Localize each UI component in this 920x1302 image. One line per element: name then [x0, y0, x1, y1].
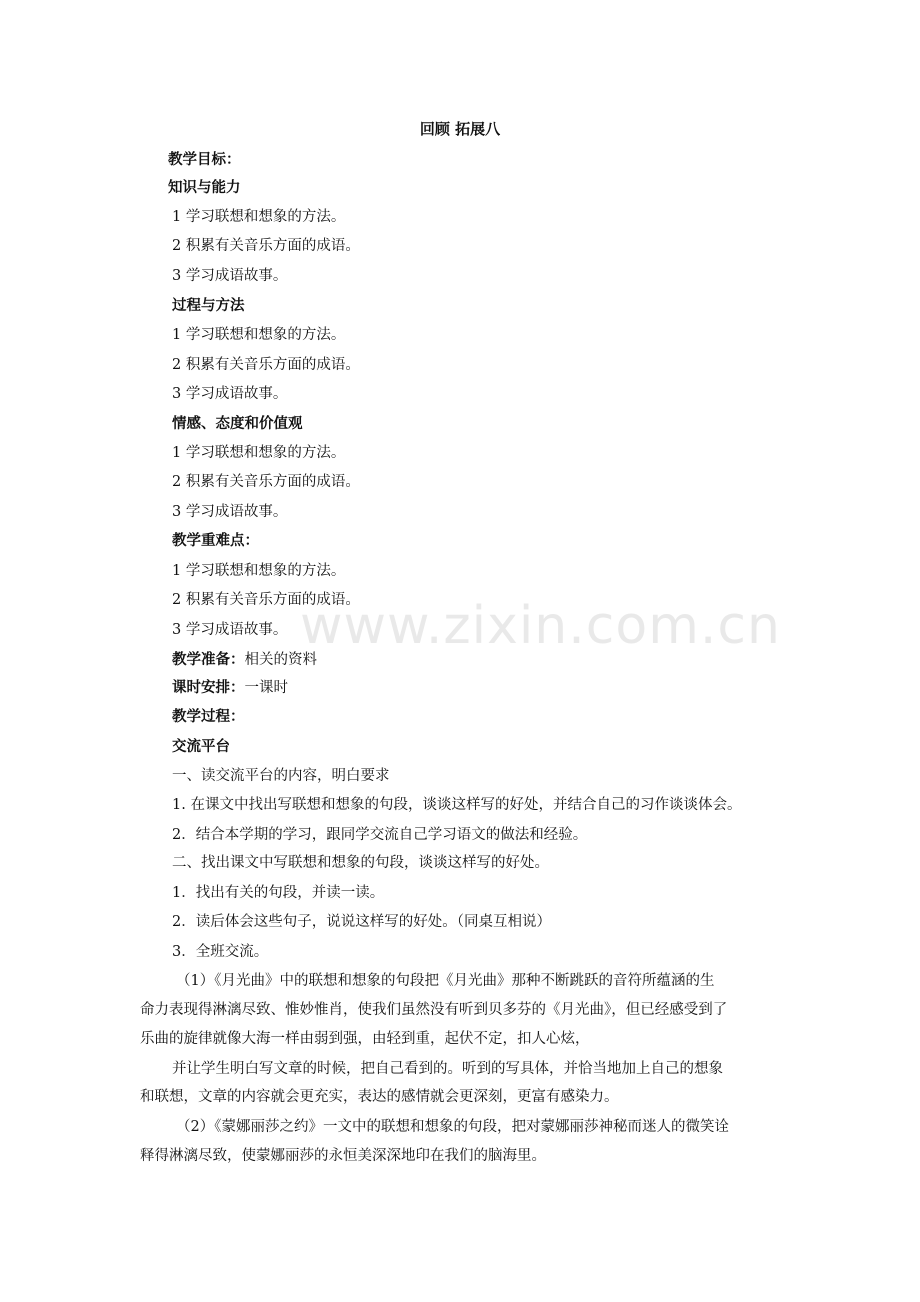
- line-text: 3 学习成语故事。: [172, 386, 288, 402]
- line-text: 2 积累有关音乐方面的成语。: [172, 238, 360, 254]
- text-line: [172, 942, 268, 962]
- text-line: [140, 1029, 590, 1049]
- line-text: 相关的资料: [244, 652, 317, 668]
- line-text: 一、读交流平台的内容，明白要求: [172, 768, 390, 784]
- line-heading: 交流平台: [172, 739, 230, 755]
- text-line: [172, 883, 384, 903]
- watermark: www.zixin.com.cn: [300, 596, 781, 656]
- line-heading: 教学准备：: [172, 652, 245, 668]
- line-text: 1 学习联想和想象的方法。: [172, 445, 346, 461]
- text-line: [172, 472, 360, 492]
- text-line: [176, 1117, 729, 1137]
- text-line: [172, 502, 287, 522]
- text-line: [140, 1087, 619, 1107]
- text-line: [172, 650, 317, 670]
- line-text: 释得淋漓尽致，使蒙娜丽莎的永恒美深深地印在我们的脑海里。: [140, 1148, 546, 1164]
- line-text: 和联想，文章的内容就会更充实，表达的感情就会更深刻，更富有感染力。: [140, 1089, 619, 1105]
- page-title: 回顾 拓展八: [419, 120, 501, 138]
- line-text: 2 积累有关音乐方面的成语。: [172, 357, 360, 373]
- text-line: [172, 825, 587, 845]
- text-line: [172, 678, 288, 698]
- line-heading: 知识与能力: [168, 180, 241, 196]
- text-line: [172, 620, 287, 640]
- line-text: 1 学习联想和想象的方法。: [172, 209, 346, 225]
- line-text: （2）《蒙娜丽莎之约》一文中的联想和想象的句段，把对蒙娜丽莎神秘而迷人的微笑诠: [176, 1119, 729, 1135]
- line-text: 3 学习成语故事。: [172, 268, 288, 284]
- text-line: [172, 266, 287, 286]
- line-text: 1 学习联想和想象的方法。: [172, 327, 346, 343]
- text-line: [172, 355, 360, 375]
- text-line: [172, 766, 390, 786]
- text-line: [172, 384, 287, 404]
- line-text: 3．全班交流。: [172, 944, 269, 960]
- text-line: [172, 707, 245, 727]
- text-line: [172, 296, 245, 316]
- text-line: [172, 207, 345, 227]
- line-text: 1 学习联想和想象的方法。: [172, 563, 346, 579]
- text-line: [172, 531, 259, 551]
- text-line: [172, 795, 741, 815]
- line-text: 3 学习成语故事。: [172, 504, 288, 520]
- line-text: 一课时: [244, 680, 288, 696]
- text-line: [172, 443, 345, 463]
- text-line: [172, 737, 230, 757]
- line-heading: 教学重难点：: [172, 533, 259, 549]
- text-line: [168, 150, 241, 170]
- line-text: 乐曲的旋律就像大海一样由弱到强，由轻到重，起伏不定，扣人心炫，: [140, 1031, 590, 1047]
- text-line: [140, 1146, 546, 1166]
- line-text: 2．结合本学期的学习，跟同学交流自己学习语文的做法和经验。: [172, 827, 588, 843]
- text-line: [172, 853, 549, 873]
- text-line: [140, 1000, 727, 1020]
- text-line: [176, 971, 714, 991]
- line-heading: 教学过程：: [172, 709, 245, 725]
- line-heading: 课时安排：: [172, 680, 245, 696]
- line-text: 2 积累有关音乐方面的成语。: [172, 474, 360, 490]
- line-heading: 教学目标：: [168, 152, 241, 168]
- line-text: 2 积累有关音乐方面的成语。: [172, 592, 360, 608]
- text-line: [172, 325, 345, 345]
- line-text: 3 学习成语故事。: [172, 622, 288, 638]
- text-line: [172, 414, 303, 434]
- line-text: 并让学生明白写文章的时候，把自己看到的。听到的写具体，并恰当地加上自己的想象: [172, 1061, 723, 1077]
- line-text: 命力表现得淋漓尽致、惟妙惟肖，使我们虽然没有听到贝多芬的《月光曲》，但已经感受到了: [140, 1002, 728, 1018]
- text-line: [172, 236, 360, 256]
- line-text: 1. 在课文中找出写联想和想象的句段，谈谈这样写的好处，并结合自己的习作谈谈体会。: [172, 797, 742, 813]
- line-text: 2．读后体会这些句子，说说这样写的好处。（同桌互相说）: [172, 914, 551, 930]
- line-text: 1．找出有关的句段，并读一读。: [172, 885, 385, 901]
- text-line: [172, 561, 345, 581]
- line-text: 二、找出课文中写联想和想象的句段，谈谈这样写的好处。: [172, 855, 549, 871]
- line-heading: 过程与方法: [172, 298, 245, 314]
- line-text: （1）《月光曲》中的联想和想象的句段把《月光曲》那种不断跳跃的音符所蕴涵的生: [176, 973, 715, 989]
- line-heading: 情感、态度和价值观: [172, 416, 303, 432]
- text-line: [172, 912, 551, 932]
- text-line: [168, 178, 241, 198]
- text-line: [172, 1059, 723, 1079]
